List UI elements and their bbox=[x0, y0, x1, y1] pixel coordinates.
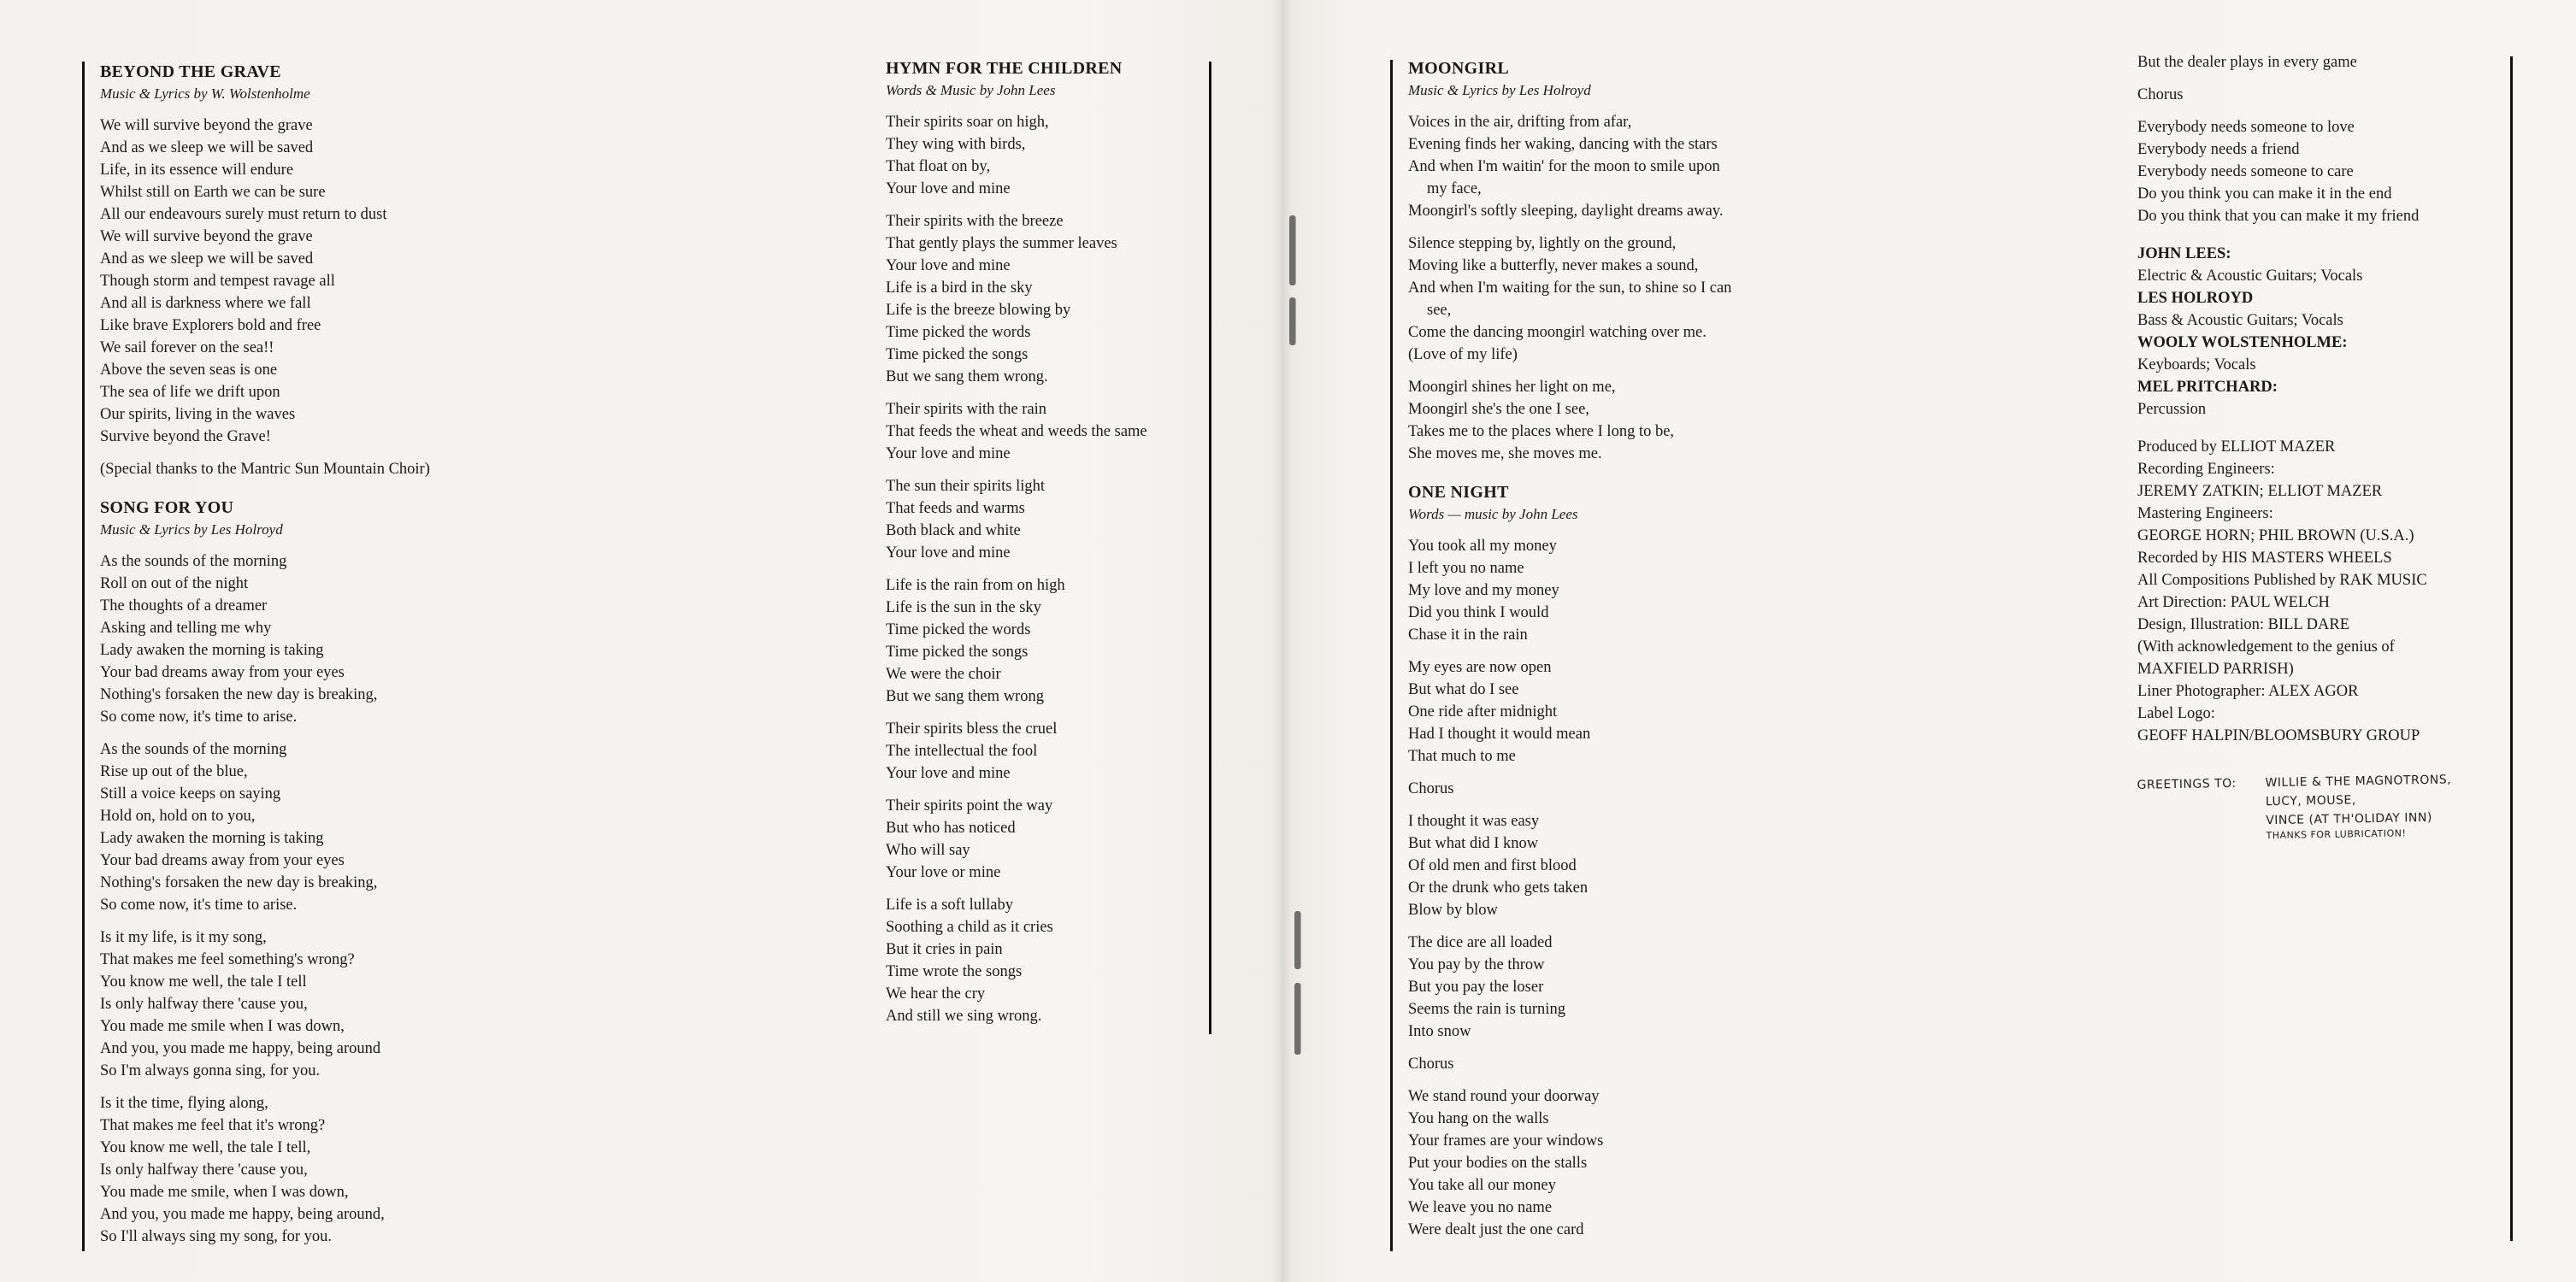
stanza-spacer bbox=[100, 1082, 493, 1092]
band-member-role: Electric & Acoustic Guitars; Vocals bbox=[2137, 268, 2363, 285]
lyric-line: Moongirl's softly sleeping, daylight dreams away. bbox=[1408, 203, 1724, 220]
lyric-line: We sail forever on the sea!! bbox=[100, 339, 274, 356]
stanza bbox=[886, 718, 1211, 785]
credit-line: GEOFF HALPIN/BLOOMSBURY GROUP bbox=[2137, 727, 2420, 744]
lyric-line: Your bad dreams away from your eyes bbox=[100, 852, 345, 869]
lyric-line: Whilst still on Earth we can be sure bbox=[100, 184, 326, 201]
band-member-role: Percussion bbox=[2137, 401, 2207, 418]
column-rule bbox=[2510, 56, 2513, 1241]
lyric-line: Come the dancing moongirl watching over me. bbox=[1408, 324, 1707, 341]
stanza-spacer bbox=[886, 200, 1211, 210]
lyric-line: Life is the rain from on high bbox=[886, 577, 1065, 594]
staple-bottom-lower bbox=[1294, 983, 1300, 1055]
lyric-line: Were dealt just the one card bbox=[1408, 1221, 1584, 1238]
lyric-line: Evening finds her waking, dancing with the stars bbox=[1408, 136, 1718, 153]
staple-top-lower bbox=[1289, 297, 1295, 345]
lyric-line: Did you think I would bbox=[1408, 604, 1549, 621]
stanza bbox=[886, 111, 1211, 200]
lyrics-and-credits-column bbox=[2137, 51, 2514, 840]
stanza bbox=[1408, 656, 1819, 767]
lyric-line: But we sang them wrong bbox=[886, 688, 1044, 705]
lyric-line: And still we sing wrong. bbox=[886, 1008, 1042, 1025]
lyric-line: The sun their spirits light bbox=[886, 478, 1046, 495]
lyrics-column-beyond-the-grave-song-for-you bbox=[100, 60, 493, 1248]
song-credit: Music & Lyrics by Les Holroyd bbox=[100, 521, 283, 538]
band-member-name: JOHN LEES: bbox=[2137, 245, 2231, 262]
lyric-line: Nothing's forsaken the new day is breaking, bbox=[100, 874, 378, 891]
lyric-line: Life is the breeze blowing by bbox=[886, 302, 1071, 319]
song-title: ONE NIGHT bbox=[1408, 483, 1509, 502]
credit-line: Produced by ELLIOT MAZER bbox=[2137, 438, 2336, 456]
stanza-spacer bbox=[886, 785, 1211, 795]
stanza bbox=[886, 795, 1211, 884]
stanza-spacer bbox=[886, 564, 1211, 574]
lyric-line: And you, you made me happy, being around bbox=[100, 1040, 381, 1057]
stanza bbox=[886, 398, 1211, 465]
lyric-line: You took all my money bbox=[1408, 538, 1557, 555]
stanza bbox=[1408, 376, 1819, 465]
stanza-spacer bbox=[886, 884, 1211, 894]
stanza bbox=[100, 458, 493, 480]
song-credit: Words & Music by John Lees bbox=[886, 82, 1056, 98]
lyric-line: Your frames are your windows bbox=[1408, 1132, 1604, 1150]
lyric-line: Takes me to the places where I long to be, bbox=[1408, 423, 1675, 440]
credit-line: JEREMY ZATKIN; ELLIOT MAZER bbox=[2137, 483, 2383, 500]
lyric-line: And you, you made me happy, being around, bbox=[100, 1206, 385, 1223]
lyric-line: Their spirits soar on high, bbox=[886, 114, 1049, 131]
credit-line: Mastering Engineers: bbox=[2137, 505, 2273, 522]
column-rule bbox=[1390, 60, 1393, 1251]
column-rule bbox=[1209, 62, 1211, 1034]
lyric-line: All our endeavours surely must return to dust bbox=[100, 206, 387, 223]
lyric-line: We leave you no name bbox=[1408, 1199, 1553, 1216]
lyric-line: Their spirits point the way bbox=[886, 797, 1053, 814]
lyric-line: Your love and mine bbox=[886, 544, 1011, 562]
lyric-line: Had I thought it would mean bbox=[1408, 726, 1591, 743]
stanza-spacer bbox=[1408, 1075, 1819, 1085]
lyric-line: The intellectual the fool bbox=[886, 743, 1038, 760]
lyric-line: Roll on out of the night bbox=[100, 575, 249, 592]
stanza-spacer bbox=[1408, 646, 1819, 656]
lyric-line: Everybody needs a friend bbox=[2137, 141, 2300, 158]
lyric-line: Chorus bbox=[1408, 1056, 1454, 1073]
lyric-line: And as we sleep we will be saved bbox=[100, 139, 314, 156]
lyric-line: She moves me, she moves me. bbox=[1408, 445, 1602, 462]
stanza bbox=[2137, 116, 2514, 227]
lyric-line: Is it my life, is it my song, bbox=[100, 929, 267, 946]
lyric-line: That feeds the wheat and weeds the same bbox=[886, 423, 1147, 440]
lyric-line: You pay by the throw bbox=[1408, 956, 1545, 973]
lyric-line: Your love or mine bbox=[886, 864, 1001, 881]
lyric-line: Time picked the songs bbox=[886, 346, 1029, 363]
booklet-spine bbox=[1272, 0, 1293, 1282]
stanza bbox=[1408, 232, 1819, 366]
stanza bbox=[1408, 1085, 1819, 1241]
song-title: HYMN FOR THE CHILDREN bbox=[886, 59, 1123, 78]
greetings-text: WILLIE & THE MAGNOTRONS, bbox=[2265, 773, 2452, 791]
lyric-line: You take all our money bbox=[1408, 1177, 1556, 1194]
lyric-line: So come now, it's time to arise. bbox=[100, 897, 298, 914]
stanza bbox=[1408, 535, 1819, 646]
song-title: MOONGIRL bbox=[1408, 59, 1509, 78]
lyric-line: My love and my money bbox=[1408, 582, 1559, 599]
lyrics-column-hymn-for-the-children bbox=[886, 56, 1211, 1027]
lyric-line: Your love and mine bbox=[886, 180, 1011, 197]
lyric-line: That feeds and warms bbox=[886, 500, 1025, 517]
stanza bbox=[2137, 51, 2514, 74]
section-spacer bbox=[2137, 747, 2514, 762]
lyric-line: So come now, it's time to arise. bbox=[100, 709, 298, 726]
band-member-name: LES HOLROYD bbox=[2137, 290, 2254, 307]
lyric-line: That much to me bbox=[1408, 748, 1516, 765]
song-title: SONG FOR YOU bbox=[100, 498, 234, 517]
stanza-spacer bbox=[100, 916, 493, 926]
lyric-line: Survive beyond the Grave! bbox=[100, 428, 271, 445]
lyric-line: But it cries in pain bbox=[886, 941, 1003, 958]
lyric-line: Lady awaken the morning is taking bbox=[100, 830, 324, 847]
stanza bbox=[100, 1092, 493, 1248]
lyric-line: So I'll always sing my song, for you. bbox=[100, 1228, 333, 1245]
lyric-line: Seems the rain is turning bbox=[1408, 1001, 1565, 1018]
credit-line: MAXFIELD PARRISH) bbox=[2137, 661, 2294, 678]
lyric-line: Into snow bbox=[1408, 1023, 1471, 1040]
stanza bbox=[100, 738, 493, 916]
lyric-line: Lady awaken the morning is taking bbox=[100, 642, 324, 659]
lyric-line: We will survive beyond the grave bbox=[100, 117, 313, 134]
lyric-line: Is only halfway there 'cause you, bbox=[100, 996, 308, 1013]
lyric-line: Or the drunk who gets taken bbox=[1408, 879, 1589, 897]
lyric-line: Moongirl she's the one I see, bbox=[1408, 401, 1589, 418]
personnel-list bbox=[2137, 243, 2514, 420]
lyric-line: Silence stepping by, lightly on the ground, bbox=[1408, 235, 1677, 252]
lyric-line: And when I'm waitin' for the moon to smile upon bbox=[1408, 158, 1720, 175]
stanza-spacer bbox=[2137, 74, 2514, 84]
lyric-line: Life is a bird in the sky bbox=[886, 279, 1033, 297]
lyric-line: You know me well, the tale I tell bbox=[100, 973, 307, 991]
band-member-role: Bass & Acoustic Guitars; Vocals bbox=[2137, 312, 2343, 329]
greetings-label: GREETINGS TO: bbox=[2137, 776, 2237, 792]
credit-line: Liner Photographer: ALEX AGOR bbox=[2137, 683, 2359, 700]
lyric-line: Your bad dreams away from your eyes bbox=[100, 664, 345, 681]
section-spacer bbox=[2137, 420, 2514, 436]
stanza bbox=[886, 574, 1211, 708]
lyric-line: Everybody needs someone to care bbox=[2137, 163, 2354, 180]
stanza-spacer bbox=[886, 708, 1211, 718]
lyric-line: That gently plays the summer leaves bbox=[886, 235, 1117, 252]
credit-line: GEORGE HORN; PHIL BROWN (U.S.A.) bbox=[2137, 527, 2414, 544]
production-credits bbox=[2137, 436, 2514, 747]
lyric-line: Though storm and tempest ravage all bbox=[100, 273, 335, 290]
lyric-line: Put your bodies on the stalls bbox=[1408, 1155, 1588, 1172]
song-title: BEYOND THE GRAVE bbox=[100, 62, 281, 81]
lyric-line: As the sounds of the morning bbox=[100, 553, 287, 570]
lyric-line: You made me smile, when I was down, bbox=[100, 1184, 349, 1201]
stanza-spacer bbox=[1408, 800, 1819, 810]
stanza-spacer bbox=[1408, 366, 1819, 376]
stanza bbox=[886, 475, 1211, 564]
lyric-line: I thought it was easy bbox=[1408, 813, 1540, 830]
band-member-name: WOOLY WOLSTENHOLME: bbox=[2137, 334, 2348, 351]
stanza-spacer bbox=[1408, 921, 1819, 932]
lyric-line: Time picked the words bbox=[886, 621, 1031, 638]
lyric-line: Their spirits with the rain bbox=[886, 401, 1047, 418]
lyric-line: They wing with birds, bbox=[886, 136, 1026, 153]
stanza bbox=[1408, 1053, 1819, 1075]
stanza-spacer bbox=[100, 448, 493, 458]
lyric-line: Your love and mine bbox=[886, 765, 1011, 782]
stanza-spacer bbox=[886, 388, 1211, 398]
lyric-line: (Special thanks to the Mantric Sun Mountain Choir) bbox=[100, 461, 430, 478]
lyric-line: Voices in the air, drifting from afar, bbox=[1408, 114, 1632, 131]
lyric-line: Life, in its essence will endure bbox=[100, 162, 294, 179]
lyric-line: But what did I know bbox=[1408, 835, 1539, 852]
lyric-line: That makes me feel something's wrong? bbox=[100, 951, 355, 968]
lyric-line: But what do I see bbox=[1408, 681, 1519, 698]
lyric-line: Moongirl shines her light on me, bbox=[1408, 379, 1616, 396]
credit-line: Label Logo: bbox=[2137, 705, 2215, 722]
stanza-spacer bbox=[100, 728, 493, 738]
lyric-line: Who will say bbox=[886, 842, 970, 859]
lyric-line: Soothing a child as it cries bbox=[886, 919, 1053, 936]
song-spacer bbox=[1408, 465, 1819, 480]
lyric-line: Hold on, hold on to you, bbox=[100, 808, 256, 825]
lyric-line: So I'm always gonna sing, for you. bbox=[100, 1062, 321, 1079]
lyric-line: Everybody needs someone to love bbox=[2137, 119, 2355, 136]
lyric-line: Our spirits, living in the waves bbox=[100, 406, 296, 423]
lyric-line: But the dealer plays in every game bbox=[2137, 54, 2357, 71]
lyric-line: One ride after midnight bbox=[1408, 703, 1558, 720]
lyric-line: Chase it in the rain bbox=[1408, 626, 1528, 644]
lyric-line: Their spirits with the breeze bbox=[886, 213, 1064, 230]
stanza-spacer bbox=[1408, 767, 1819, 778]
stanza-spacer bbox=[1408, 1043, 1819, 1053]
lyrics-column-moongirl-one-night bbox=[1408, 56, 1819, 1241]
lyric-line: Is it the time, flying along, bbox=[100, 1095, 268, 1112]
greetings-text: THANKS FOR LUBRICATION! bbox=[2266, 827, 2407, 842]
lyric-line: Above the seven seas is one bbox=[100, 362, 278, 379]
lyric-line: Moving like a butterfly, never makes a sound, bbox=[1408, 257, 1699, 274]
lyric-line: But we sang them wrong. bbox=[886, 368, 1048, 385]
lyric-line: That float on by, bbox=[886, 158, 991, 175]
lyric-line: We hear the cry bbox=[886, 985, 986, 1003]
stanza bbox=[2137, 84, 2514, 106]
stanza bbox=[1408, 111, 1819, 222]
lyric-line: Their spirits bless the cruel bbox=[886, 720, 1058, 738]
lyric-line: We stand round your doorway bbox=[1408, 1088, 1600, 1105]
lyric-line: But who has noticed bbox=[886, 820, 1016, 837]
lyric-line: You made me smile when I was down, bbox=[100, 1018, 345, 1035]
lyric-line: But you pay the loser bbox=[1408, 979, 1544, 996]
lyric-line: Chorus bbox=[1408, 780, 1454, 797]
section-spacer bbox=[2137, 227, 2514, 243]
credit-line: (With acknowledgement to the genius of bbox=[2137, 638, 2395, 656]
lyric-line: my face, bbox=[1427, 180, 1482, 197]
lyric-line: The thoughts of a dreamer bbox=[100, 597, 268, 615]
lyric-line: Life is a soft lullaby bbox=[886, 897, 1013, 914]
lyric-line: That makes me feel that it's wrong? bbox=[100, 1117, 326, 1134]
lyric-line: Your love and mine bbox=[886, 445, 1011, 462]
lyric-line: Like brave Explorers bold and free bbox=[100, 317, 321, 334]
song-credit: Music & Lyrics by Les Holroyd bbox=[1408, 82, 1591, 98]
lyric-line: You hang on the walls bbox=[1408, 1110, 1549, 1127]
greetings-text: LUCY, MOUSE, bbox=[2265, 793, 2356, 809]
band-member-name: MEL PRITCHARD: bbox=[2137, 379, 2278, 396]
handwritten-greetings bbox=[2137, 769, 2514, 844]
stanza-spacer bbox=[1408, 222, 1819, 232]
staple-top-upper bbox=[1289, 215, 1295, 285]
lyric-line: Time picked the songs bbox=[886, 644, 1029, 661]
song-spacer bbox=[100, 480, 493, 496]
stanza bbox=[1408, 932, 1819, 1043]
column-rule bbox=[82, 62, 85, 1251]
band-member-role: Keyboards; Vocals bbox=[2137, 356, 2256, 373]
lyric-line: Do you think you can make it in the end bbox=[2137, 185, 2392, 203]
lyric-line: Of old men and first blood bbox=[1408, 857, 1577, 874]
lyric-line: I left you no name bbox=[1408, 560, 1524, 577]
lyric-line: And all is darkness where we fall bbox=[100, 295, 311, 312]
lyric-line: Chorus bbox=[2137, 86, 2184, 103]
staple-bottom-upper bbox=[1294, 911, 1300, 969]
lyric-line: Time picked the words bbox=[886, 324, 1031, 341]
stanza bbox=[100, 115, 493, 448]
lyric-line: My eyes are now open bbox=[1408, 659, 1552, 676]
stanza bbox=[1408, 810, 1819, 921]
credit-line: Art Direction: PAUL WELCH bbox=[2137, 594, 2330, 611]
stanza-spacer bbox=[2137, 106, 2514, 116]
lyric-line: Both black and white bbox=[886, 522, 1021, 539]
lyric-line: Asking and telling me why bbox=[100, 620, 272, 637]
credit-line: Design, Illustration: BILL DARE bbox=[2137, 616, 2350, 633]
lyric-line: Rise up out of the blue, bbox=[100, 763, 248, 780]
stanza bbox=[1408, 778, 1819, 800]
song-credit: Music & Lyrics by W. Wolstenholme bbox=[100, 85, 310, 102]
stanza bbox=[100, 550, 493, 728]
lyric-line: Still a voice keeps on saying bbox=[100, 785, 281, 803]
greetings-text: VINCE (AT TH'OLIDAY INN) bbox=[2266, 810, 2433, 828]
lyric-line: (Love of my life) bbox=[1408, 346, 1518, 363]
lyric-line: The sea of life we drift upon bbox=[100, 384, 280, 401]
lyric-line: Nothing's forsaken the new day is breaking, bbox=[100, 686, 378, 703]
lyric-line: Your love and mine bbox=[886, 257, 1011, 274]
song-credit: Words — music by John Lees bbox=[1408, 506, 1578, 522]
lyric-line: The dice are all loaded bbox=[1408, 934, 1553, 951]
stanza bbox=[886, 894, 1211, 1027]
credit-line: Recording Engineers: bbox=[2137, 461, 2275, 478]
lyric-line: Time wrote the songs bbox=[886, 963, 1023, 980]
lyric-line: We will survive beyond the grave bbox=[100, 228, 313, 245]
credit-line: Recorded by HIS MASTERS WHEELS bbox=[2137, 550, 2392, 567]
lyric-line: And when I'm waiting for the sun, to shine so I can bbox=[1408, 279, 1732, 297]
lyric-line: And as we sleep we will be saved bbox=[100, 250, 314, 268]
lyric-line: Do you think that you can make it my friend bbox=[2137, 208, 2420, 225]
lyric-line: You know me well, the tale I tell, bbox=[100, 1139, 311, 1156]
lyric-line: Life is the sun in the sky bbox=[886, 599, 1041, 616]
stanza bbox=[100, 926, 493, 1082]
stanza bbox=[886, 210, 1211, 388]
stanza-spacer bbox=[886, 465, 1211, 475]
lyric-line: Blow by blow bbox=[1408, 902, 1498, 919]
lyric-line: We were the choir bbox=[886, 666, 1001, 683]
credit-line: All Compositions Published by RAK MUSIC bbox=[2137, 572, 2427, 589]
lyric-line: As the sounds of the morning bbox=[100, 741, 287, 758]
lyric-line: Is only halfway there 'cause you, bbox=[100, 1161, 308, 1179]
lyric-line: see, bbox=[1427, 302, 1452, 319]
